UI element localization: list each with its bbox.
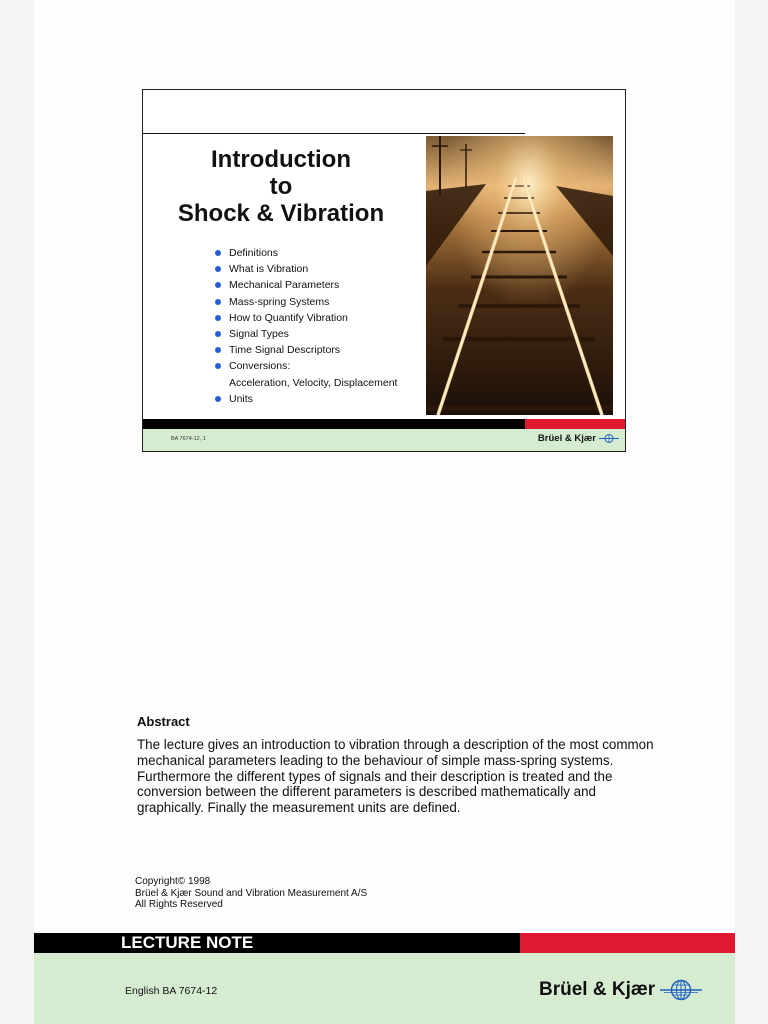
copyright-line: Brüel & Kjær Sound and Vibration Measurement A/S xyxy=(135,887,368,899)
slide-thumbnail xyxy=(142,89,626,452)
abstract-heading: Abstract xyxy=(137,714,190,729)
topic-item: Signal Types xyxy=(215,326,397,342)
document-code: English BA 7674-12 xyxy=(125,985,218,997)
brand-name: Brüel & Kjær xyxy=(539,979,656,1000)
topic-item: Mechanical Parameters xyxy=(215,277,397,293)
slide-footer xyxy=(143,429,625,451)
bullet-icon xyxy=(215,315,221,321)
slide-title-line-2: to xyxy=(269,173,293,200)
lecture-note-footer xyxy=(34,953,735,1024)
topic-item: Mass-spring Systems xyxy=(215,294,397,310)
topic-item: How to Quantify Vibration xyxy=(215,310,397,326)
topic-item: What is Vibration xyxy=(215,261,397,277)
slide-code: BA 7674-12, 1 xyxy=(171,436,206,442)
slide-black-bar xyxy=(143,419,525,429)
copyright-notice xyxy=(135,876,367,911)
copyright-line: All Rights Reserved xyxy=(135,899,223,910)
lecture-note-title: LECTURE NOTE xyxy=(121,933,254,952)
lecture-note-red-bar xyxy=(520,933,735,953)
bullet-icon xyxy=(215,299,221,305)
copyright-line: Copyright© 1998 xyxy=(135,876,211,887)
bullet-icon xyxy=(215,282,221,288)
globe-logo-icon xyxy=(599,434,619,443)
slide-red-bar xyxy=(525,419,625,429)
railway-track-photo-graphic xyxy=(426,136,613,415)
bullet-icon xyxy=(215,347,221,353)
lecture-note-bar xyxy=(34,933,520,953)
topic-subitem: Acceleration, Velocity, Displacement xyxy=(229,376,398,389)
bullet-icon xyxy=(215,363,221,369)
bullet-icon xyxy=(215,250,221,256)
railway-track-photo xyxy=(426,136,613,415)
topic-item: Definitions xyxy=(215,245,397,261)
slide-title xyxy=(153,146,409,227)
topic-item: Units xyxy=(215,391,397,407)
topic-item: Conversions: Acceleration, Velocity, Displacement xyxy=(215,358,397,390)
slide-title-line-1: Introduction xyxy=(211,146,351,173)
bullet-icon xyxy=(215,266,221,272)
globe-logo-icon xyxy=(660,979,702,1001)
slide-brand-name: Brüel & Kjær xyxy=(537,433,596,444)
bullet-icon xyxy=(215,331,221,337)
slide-divider-line xyxy=(143,133,525,134)
abstract-body: The lecture gives an introduction to vibration through a description of the most common mechanical parameters leading to the behaviour of simple mass-spring systems. Furthermore the different types of signals and their description is treated and the conversion between the different parameters is described mathematically and graphically. Finally the measurement units are defined. xyxy=(137,737,654,816)
slide-title-line-3: Shock & Vibration xyxy=(177,200,385,227)
bullet-icon xyxy=(215,396,221,402)
topic-item: Time Signal Descriptors xyxy=(215,342,397,358)
topic-list xyxy=(215,245,397,407)
slide-brand-logo xyxy=(538,433,619,444)
brand-logo xyxy=(539,979,702,1001)
